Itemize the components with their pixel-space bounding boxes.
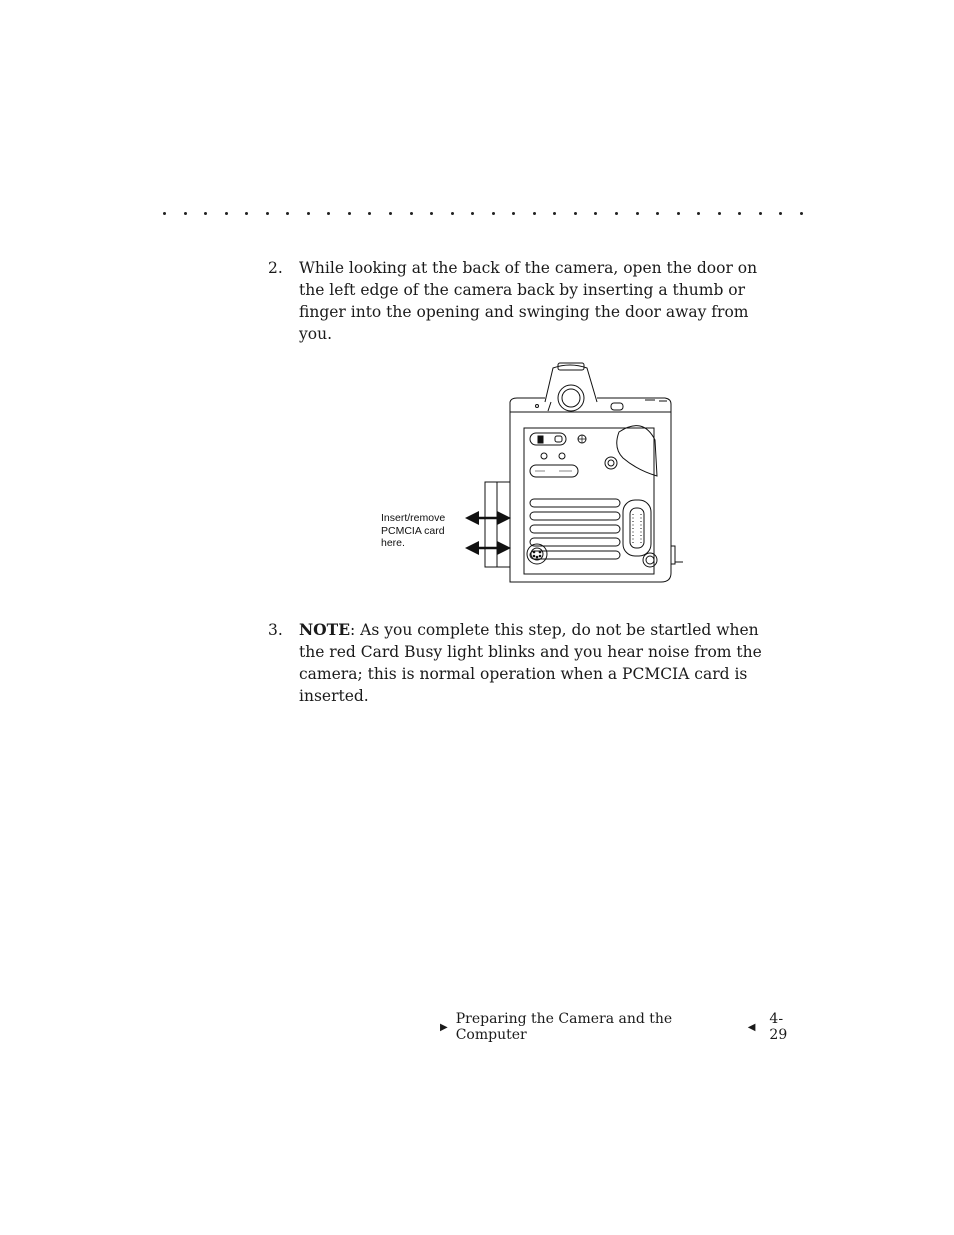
note-text: : As you complete this step, do not be startled when the red Card Busy light blinks and you hear noise from the camera; this is normal operation when a PCMCIA card is inserted. — [299, 621, 762, 705]
callout-line: here. — [381, 537, 405, 549]
grip — [617, 426, 657, 476]
callout-line: PCMCIA card — [381, 524, 445, 537]
arrow-right-icon — [497, 541, 511, 555]
callout-line: Insert/remove — [381, 512, 446, 524]
step-text — [299, 619, 768, 707]
rear-panel — [524, 428, 654, 574]
top-switch — [611, 403, 623, 410]
triangle-right-icon: ▶ — [440, 1021, 448, 1033]
step-number: 2. — [268, 259, 283, 277]
arrow-left-icon — [465, 511, 479, 525]
prism-housing — [545, 365, 597, 402]
figure-callout — [381, 512, 461, 550]
chapter-title: Preparing the Camera and the Computer — [455, 1011, 673, 1043]
arrow-right-icon — [497, 511, 511, 525]
step-number: 3. — [268, 621, 283, 639]
vent-slot — [530, 499, 620, 507]
mode-switch — [530, 433, 566, 445]
step-3 — [268, 619, 768, 707]
camera-back-illustration — [375, 358, 695, 590]
dotted-rule — [163, 205, 803, 221]
arrow-left-icon — [465, 541, 479, 555]
triangle-left-icon: ◀ — [747, 1021, 756, 1033]
step-2 — [268, 257, 768, 345]
note-label: NOTE — [299, 620, 351, 639]
step-text: While looking at the back of the camera, open the door on the left edge of the camera back by inserting a thumb or finger into the opening and swinging the door away from you. — [299, 259, 758, 343]
page-number: 4-29 — [769, 1011, 788, 1043]
page-footer — [440, 1011, 800, 1043]
